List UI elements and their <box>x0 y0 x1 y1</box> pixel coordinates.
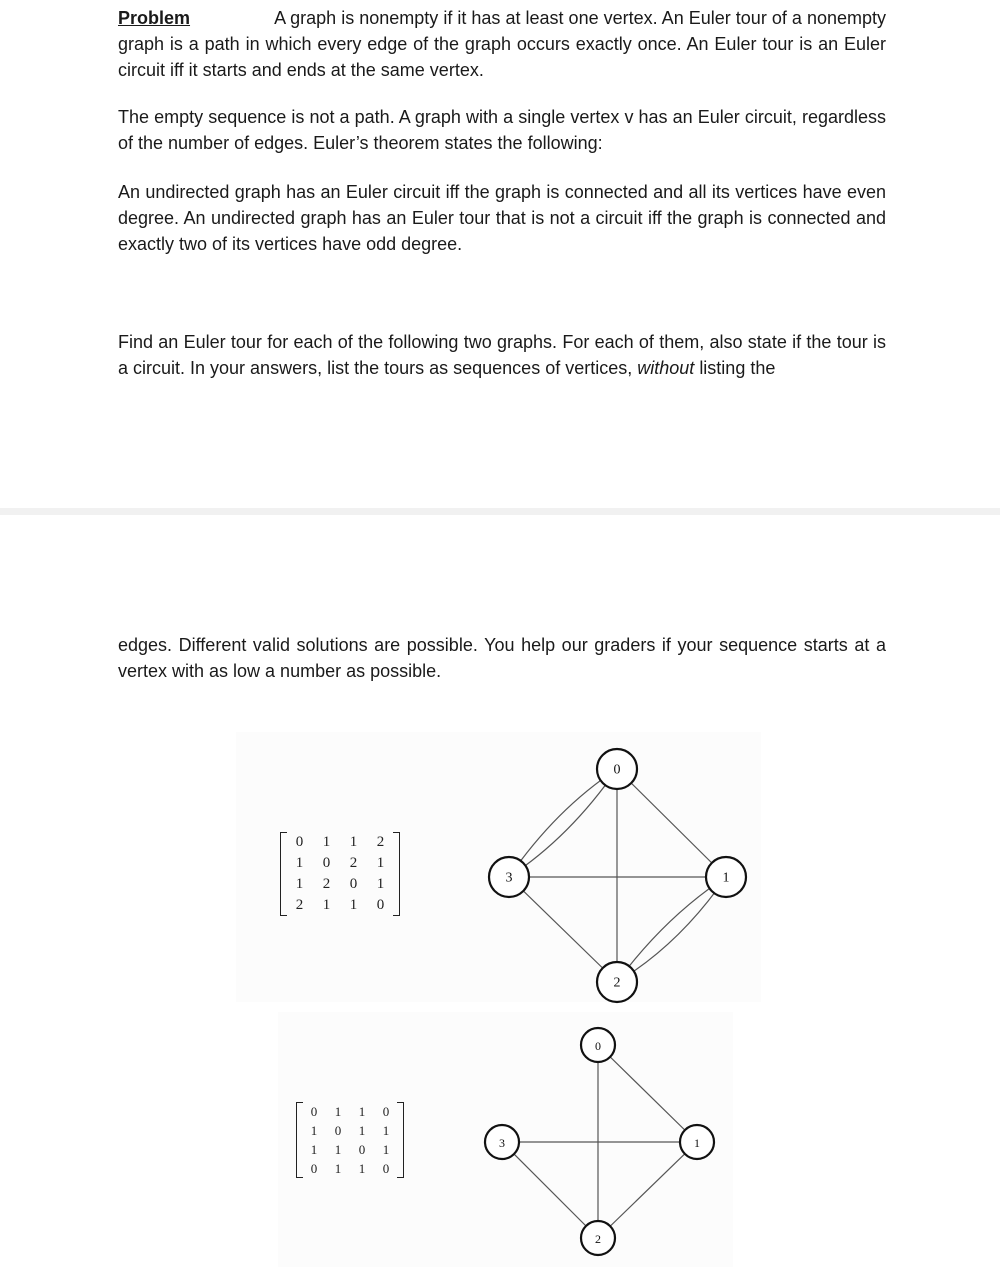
matrix-cell: 1 <box>376 876 385 892</box>
matrix-cell: 2 <box>322 876 331 892</box>
vertex-3-label: 3 <box>499 1136 505 1150</box>
problem-label: Problem <box>118 8 191 28</box>
matrix-cell: 0 <box>310 1160 318 1176</box>
matrix-cell: 0 <box>310 1103 318 1119</box>
vertex-2-label: 2 <box>595 1232 601 1246</box>
matrix-cell: 1 <box>310 1141 318 1157</box>
matrix-cell: 1 <box>322 897 331 913</box>
matrix-cell: 0 <box>358 1141 366 1157</box>
vertex-3 <box>485 1125 519 1159</box>
matrix-cell: 1 <box>358 1122 366 1138</box>
vertex-3-label: 3 <box>505 870 513 886</box>
matrix-cell: 2 <box>349 855 358 871</box>
matrix-cell: 1 <box>382 1141 390 1157</box>
matrix-cell: 0 <box>322 855 331 871</box>
edge-2-3 <box>502 1142 598 1238</box>
matrix-cell: 1 <box>334 1103 342 1119</box>
matrix-cell: 0 <box>334 1122 342 1138</box>
matrix-cell: 2 <box>295 897 304 913</box>
matrix-cell: 1 <box>310 1122 318 1138</box>
matrix-cell: 1 <box>382 1122 390 1138</box>
matrix-cell: 0 <box>295 834 304 850</box>
matrix-cell: 1 <box>358 1103 366 1119</box>
vertex-1-label: 1 <box>722 870 730 886</box>
vertex-1-label: 1 <box>694 1136 700 1150</box>
task-emphasis: without <box>637 358 695 378</box>
vertex-2 <box>581 1221 615 1255</box>
vertex-0-label: 0 <box>595 1039 601 1053</box>
matrix-cell: 0 <box>382 1160 390 1176</box>
task-text: Find an Euler tour for each of the following two graphs. For each of them, also state if the tour is a circuit. In your answers, list the tours as sequences of vertices, <box>118 332 886 378</box>
matrix-cell: 0 <box>376 897 385 913</box>
euler-theorem-paragraph: An undirected graph has an Euler circuit iff the graph is connected and all its vertices have even degree. An undirected graph has an Euler tour that is not a circuit iff the graph is connected and exactly two of its vertices have odd degree. <box>118 182 886 254</box>
edge-1-2 <box>598 1142 697 1238</box>
matrix-cell: 0 <box>349 876 358 892</box>
matrix-cell: 1 <box>376 855 385 871</box>
matrix-cell: 2 <box>376 834 385 850</box>
matrix-cell: 1 <box>322 834 331 850</box>
vertex-2-label: 2 <box>613 975 621 991</box>
vertex-0-label: 0 <box>613 762 621 778</box>
empty-sequence-paragraph: The empty sequence is not a path. A graph with a single vertex v has an Euler circuit, regardless of the number of edges. Euler’s theorem states the following: <box>118 107 886 153</box>
vertex-1 <box>680 1125 714 1159</box>
matrix-cell: 1 <box>349 834 358 850</box>
matrix-cell: 1 <box>334 1141 342 1157</box>
vertex-0 <box>581 1028 615 1062</box>
task-text-end: listing the <box>699 358 776 378</box>
matrix-cell: 1 <box>334 1160 342 1176</box>
matrix-cell: 1 <box>358 1160 366 1176</box>
problem-intro-text: A graph is nonempty if it has at least one vertex. An Euler tour of a nonempty graph is a path in which every edge of the graph occurs exactly once. An Euler tour is an Euler circuit iff it starts and ends at the same vertex. <box>118 8 886 80</box>
matrix-cell: 1 <box>295 855 304 871</box>
edge-0-1 <box>598 1045 697 1142</box>
matrix-cell: 1 <box>295 876 304 892</box>
matrix-cell: 0 <box>382 1103 390 1119</box>
task-paragraph-continued: edges. Different valid solutions are possible. You help our graders if your sequence starts at a vertex with as low a number as possible. <box>118 635 886 681</box>
matrix-cell: 1 <box>349 897 358 913</box>
